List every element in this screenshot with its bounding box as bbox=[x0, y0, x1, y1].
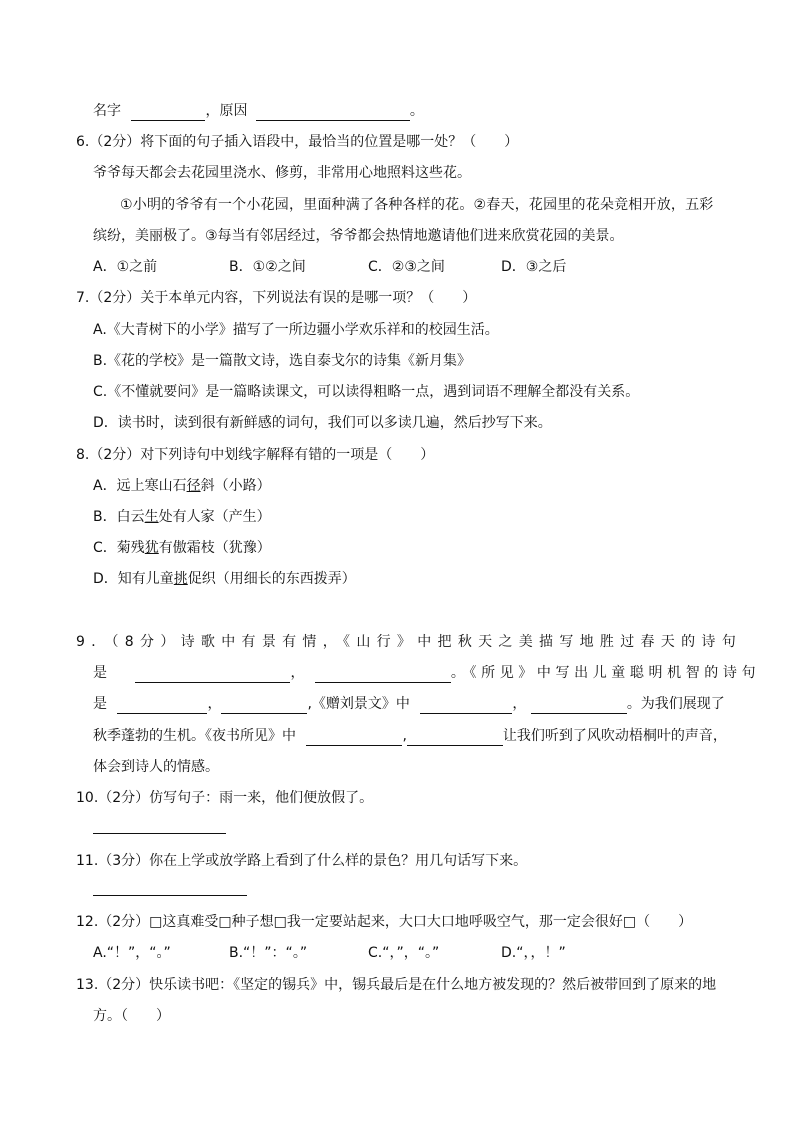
q9-blank-7[interactable] bbox=[306, 729, 402, 746]
q9-line3 bbox=[93, 694, 725, 714]
q5-end: 。 bbox=[409, 103, 424, 119]
q9-blank-6[interactable] bbox=[531, 697, 627, 714]
q8-option-b[interactable] bbox=[93, 507, 271, 527]
q6-stem: 6.（2分）将下面的句子插入语段中，最恰当的位置是哪一处？（ ） bbox=[76, 134, 519, 150]
q8-option-d[interactable] bbox=[93, 569, 356, 589]
q12-option-d[interactable]: D.“，，！” bbox=[501, 945, 566, 961]
q6-option-c[interactable]: C．②③之间 bbox=[368, 259, 445, 275]
q9-line1: 9．（8分）诗歌中有景有情，《山行》中把秋天之美描写地胜过春天的诗句 bbox=[76, 634, 743, 650]
q8-c-post: 有傲霜枝（犹豫） bbox=[158, 540, 271, 556]
q9-blank-8[interactable] bbox=[407, 729, 503, 746]
q8-d-pre: D．知有儿童 bbox=[93, 571, 174, 587]
q9-l4-comma: , bbox=[402, 728, 407, 744]
q9-blank-2[interactable] bbox=[315, 666, 451, 683]
q9-l2-rest: 。《所见》中写出儿童聪明机智的诗句 bbox=[450, 665, 761, 681]
q8-b-underlined: 生 bbox=[144, 509, 159, 525]
q6-paragraph-line2: 缤纷，美丽极了。③每当有邻居经过，爷爷都会热情地邀请他们进来欣赏花园的美景。 bbox=[93, 228, 624, 244]
q9-l3-shi: 是 bbox=[93, 696, 107, 712]
q9-l4-rest: 让我们听到了风吹动梧桐叶的声音， bbox=[502, 728, 727, 744]
q9-line2 bbox=[93, 663, 760, 683]
q12-stem: 12.（2分）□这真难受□种子想□我一定要站起来，大口大口地呼吸空气，那一定会很好□（ ） bbox=[76, 914, 693, 930]
q8-option-a[interactable] bbox=[93, 476, 271, 496]
q5-reason-blank[interactable] bbox=[256, 104, 410, 121]
q9-l3-comma: ， bbox=[207, 696, 222, 712]
q9-line5: 体会到诗人的情感。 bbox=[93, 759, 219, 775]
q8-b-post: 处有人家（产生） bbox=[158, 509, 271, 525]
q9-blank-4[interactable] bbox=[221, 697, 307, 714]
q8-option-c[interactable] bbox=[93, 538, 271, 558]
q7-stem: 7.（2分）关于本单元内容，下列说法有误的是哪一项？（ ） bbox=[76, 290, 477, 306]
q12-option-b[interactable]: B.“！”：“。” bbox=[229, 945, 308, 961]
q9-line4 bbox=[93, 726, 727, 746]
q6-option-b[interactable]: B．①②之间 bbox=[229, 259, 306, 275]
q9-blank-3[interactable] bbox=[117, 697, 207, 714]
q9-l3-comma2: ， bbox=[512, 696, 527, 712]
q11-stem: 11.（3分）你在上学或放学路上看到了什么样的景色？用几句话写下来。 bbox=[76, 853, 528, 869]
q9-blank-5[interactable] bbox=[420, 697, 512, 714]
q6-sentence: 爷爷每天都会去花园里浇水、修剪，非常用心地照料这些花。 bbox=[93, 165, 471, 181]
q9-l2-comma: ， bbox=[290, 665, 305, 681]
q13-line1: 13.（2分）快乐读书吧：《坚定的锡兵》中，锡兵最后是在什么地方被发现的？然后被带回到了原来的地 bbox=[76, 977, 717, 993]
q8-a-post: 斜（小路） bbox=[200, 478, 271, 494]
q7-option-d[interactable]: D．读书时，读到很有新鲜感的词句，我们可以多读几遍，然后抄写下来。 bbox=[93, 415, 552, 431]
q9-l4-pre: 秋季蓬勃的生机。《夜书所见》中 bbox=[93, 728, 296, 744]
q9-l3-mid: ,《赠刘景文》中 bbox=[307, 696, 410, 712]
q10-answer-blank[interactable] bbox=[93, 833, 226, 834]
q8-c-underlined: 犹 bbox=[144, 540, 159, 556]
q6-option-a[interactable]: A．①之前 bbox=[93, 259, 158, 275]
q5-name-blank[interactable] bbox=[131, 104, 205, 121]
q7-option-c[interactable]: C.《不懂就要问》是一篇略读课文，可以读得粗略一点，遇到词语不理解全都没有关系。 bbox=[93, 384, 640, 400]
q5-reason-label: ，原因 bbox=[205, 103, 248, 119]
q8-d-underlined: 挑 bbox=[173, 571, 188, 587]
q9-l3-end: 。为我们展现了 bbox=[626, 696, 725, 712]
q8-b-pre: B．白云 bbox=[93, 509, 145, 525]
q8-stem: 8.（2分）对下列诗句中划线字解释有错的一项是（ ） bbox=[76, 447, 435, 463]
q9-blank-1[interactable] bbox=[135, 666, 290, 683]
q8-a-underlined: 径 bbox=[186, 478, 201, 494]
q11-answer-blank[interactable] bbox=[93, 895, 247, 896]
q12-option-c[interactable]: C.“，”，“。” bbox=[368, 945, 440, 961]
q6-option-d[interactable]: D．③之后 bbox=[501, 259, 567, 275]
q7-option-b[interactable]: B.《花的学校》是一篇散文诗，选自泰戈尔的诗集《新月集》 bbox=[93, 353, 472, 369]
q12-option-a[interactable]: A.“！”，“。” bbox=[93, 945, 171, 961]
q5-line bbox=[93, 101, 424, 121]
q13-line2: 方。（ ） bbox=[93, 1008, 170, 1024]
q6-paragraph-line1: ①小明的爷爷有一个小花园，里面种满了各种各样的花。②春天，花园里的花朵竞相开放，五彩 bbox=[120, 197, 714, 213]
q8-a-pre: A．远上寒山石 bbox=[93, 478, 187, 494]
q8-d-post: 促织（用细长的东西拨弄） bbox=[187, 571, 356, 587]
q7-option-a[interactable]: A.《大青树下的小学》描写了一所边疆小学欢乐祥和的校园生活。 bbox=[93, 322, 499, 338]
q9-l2-shi: 是 bbox=[93, 665, 107, 681]
q5-label-name: 名字 bbox=[93, 103, 121, 119]
q10-stem: 10.（2分）仿写句子：雨一来，他们便放假了。 bbox=[76, 790, 374, 806]
q8-c-pre: C．菊残 bbox=[93, 540, 145, 556]
